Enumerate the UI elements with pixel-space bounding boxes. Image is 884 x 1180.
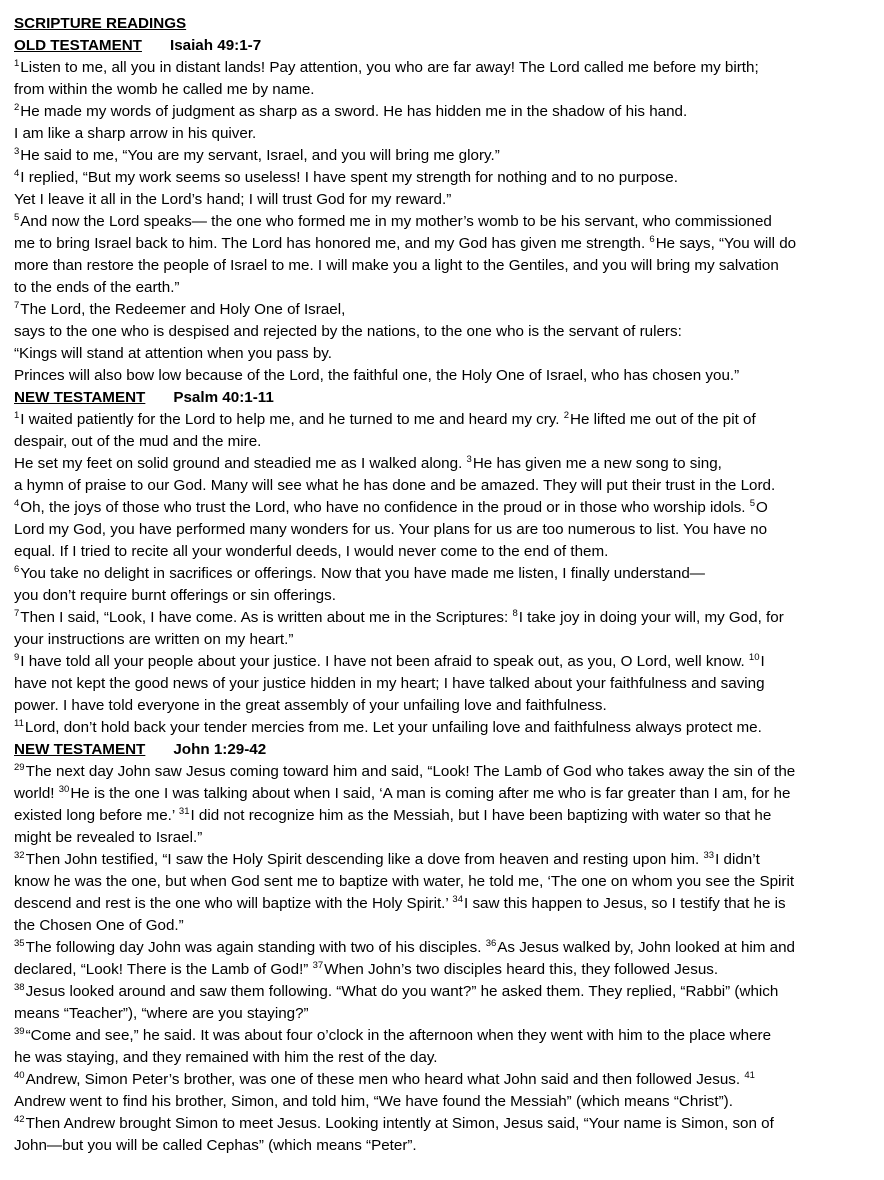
verse-text: he was staying, and they remained with him the rest of the day. (14, 1049, 438, 1066)
verse-text: Andrew went to find his brother, Simon, and told him, “We have found the Messiah” (which means “Christ”). (14, 1093, 733, 1110)
text-line (14, 607, 870, 629)
text-line (14, 959, 870, 981)
verse-number: 2 (14, 102, 20, 113)
verse-number: 9 (14, 652, 20, 663)
verse-text: He lifted me out of the pit of (570, 411, 756, 428)
text-line (14, 849, 870, 871)
verse-text: despair, out of the mud and the mire. (14, 433, 262, 450)
verse-text: your instructions are written on my heart.” (14, 631, 294, 648)
verse-number: 33 (703, 850, 715, 861)
verse-text: He says, “You will do (655, 235, 797, 252)
text-line (14, 915, 870, 937)
text-line (14, 277, 870, 299)
text-line (14, 827, 870, 849)
scripture-reference: Isaiah 49:1-7 (169, 37, 262, 54)
text-line (14, 805, 870, 827)
verse-text: I (760, 653, 765, 670)
verse-text: know he was the one, but when God sent me to baptize with water, he told me, ‘The one on whom you see the Spirit (14, 873, 795, 890)
text-line (14, 651, 870, 673)
verse-text: existed long before me.’ (14, 807, 179, 824)
testament-label: NEW TESTAMENT (14, 389, 146, 406)
text-line (14, 1091, 870, 1113)
verse-text: “Kings will stand at attention when you pass by. (14, 345, 332, 362)
text-line (14, 717, 870, 739)
verse-text: world! (14, 785, 59, 802)
verse-text: I waited patiently for the Lord to help me, and he turned to me and heard my cry. (20, 411, 564, 428)
reading-section (14, 35, 870, 387)
text-line (14, 233, 870, 255)
verse-text: As Jesus walked by, John looked at him and (497, 939, 795, 956)
verse-text: I didn’t (715, 851, 760, 868)
text-line (14, 695, 870, 717)
text-line (14, 1135, 870, 1157)
verse-number: 6 (14, 564, 20, 575)
verse-text: Then I said, “Look, I have come. As is written about me in the Scriptures: (20, 609, 513, 626)
section-heading (14, 35, 870, 57)
verse-number: 4 (14, 168, 20, 179)
verse-text: the Chosen One of God.” (14, 917, 184, 934)
text-line (14, 409, 870, 431)
verse-text: declared, “Look! There is the Lamb of God!” (14, 961, 313, 978)
verse-text: I replied, “But my work seems so useless! I have spent my strength for nothing and to no purpose. (20, 169, 678, 186)
verse-text: He said to me, “You are my servant, Israel, and you will bring me glory.” (20, 147, 500, 164)
verse-text: I have told all your people about your justice. I have not been afraid to speak out, as you, O Lord, well know. (20, 653, 749, 670)
section-heading (14, 739, 870, 761)
verse-number: 40 (14, 1070, 25, 1081)
text-line (14, 1113, 870, 1135)
scripture-reference: John 1:29-42 (173, 741, 267, 758)
testament-label: OLD TESTAMENT (14, 37, 142, 54)
text-line (14, 475, 870, 497)
verse-number: 34 (452, 894, 463, 905)
verse-text: Andrew, Simon Peter’s brother, was one of these men who heard what John said and then followed Jesus. (25, 1071, 745, 1088)
text-line (14, 211, 870, 233)
reading-section (14, 387, 870, 739)
verse-text: might be revealed to Israel.” (14, 829, 203, 846)
verse-number: 32 (14, 850, 25, 861)
section-heading (14, 387, 870, 409)
text-line (14, 145, 870, 167)
text-line (14, 893, 870, 915)
text-line (14, 563, 870, 585)
text-line (14, 299, 870, 321)
verse-text: I saw this happen to Jesus, so I testify that he is (464, 895, 786, 912)
verse-number: 11 (14, 718, 24, 729)
text-line (14, 981, 870, 1003)
verse-text: me to bring Israel back to him. The Lord has honored me, and my God has given me strength. (14, 235, 650, 252)
verse-number: 7 (14, 608, 20, 619)
verse-text: says to the one who is despised and rejected by the nations, to the one who is the servant of rulers: (14, 323, 682, 340)
verse-text: I did not recognize him as the Messiah, but I have been baptizing with water so that he (190, 807, 772, 824)
verse-number: 36 (485, 938, 497, 949)
text-line (14, 1025, 870, 1047)
text-line (14, 255, 870, 277)
verse-text: Then Andrew brought Simon to meet Jesus. Looking intently at Simon, Jesus said, “Your name is Simon, son of (25, 1115, 774, 1132)
text-line (14, 167, 870, 189)
verse-number: 5 (749, 498, 756, 509)
text-line (14, 541, 870, 563)
verse-number: 41 (744, 1070, 755, 1081)
verse-text: O (756, 499, 768, 516)
verse-text: Listen to me, all you in distant lands! Pay attention, you who are far away! The Lord called me before my birth; (20, 59, 759, 76)
verse-number: 1 (14, 58, 20, 69)
verse-number: 1 (14, 410, 20, 421)
verse-text: The following day John was again standing with two of his disciples. (25, 939, 486, 956)
verse-text: And now the Lord speaks— the one who formed me in my mother’s womb to be his servant, who commissioned (20, 213, 772, 230)
text-line (14, 783, 870, 805)
text-line (14, 1003, 870, 1025)
verse-number: 37 (312, 960, 324, 971)
verse-text: have not kept the good news of your justice hidden in my heart; I have talked about your faithfulness and saving (14, 675, 765, 692)
readings-container (14, 35, 870, 1157)
verse-text: John—but you will be called Cephas” (which means “Peter”. (14, 1137, 417, 1154)
testament-label: NEW TESTAMENT (14, 741, 146, 758)
text-line (14, 629, 870, 651)
verse-text: power. I have told everyone in the great assembly of your unfailing love and faithfulness. (14, 697, 607, 714)
verse-text: Jesus looked around and saw them following. “What do you want?” he asked them. They replied, “Rabbi” (which (25, 983, 779, 1000)
verse-text: He set my feet on solid ground and steadied me as I walked along. (14, 455, 467, 472)
verse-text: to the ends of the earth.” (14, 279, 180, 296)
text-line (14, 365, 870, 387)
verse-text: The Lord, the Redeemer and Holy One of Israel, (20, 301, 346, 318)
verse-text: When John’s two disciples heard this, they followed Jesus. (324, 961, 719, 978)
text-line (14, 519, 870, 541)
text-line (14, 431, 870, 453)
verse-number: 10 (748, 652, 760, 663)
verse-text: from within the womb he called me by name. (14, 81, 315, 98)
verse-number: 3 (14, 146, 20, 157)
text-line (14, 871, 870, 893)
verse-text: equal. If I tried to recite all your wonderful deeds, I would never come to the end of them. (14, 543, 609, 560)
document-title: SCRIPTURE READINGS (14, 15, 187, 32)
verse-text: you don’t require burnt offerings or sin offerings. (14, 587, 336, 604)
verse-text: means “Teacher”), “where are you staying?” (14, 1005, 309, 1022)
verse-number: 29 (14, 762, 25, 773)
verse-text: Princes will also bow low because of the Lord, the faithful one, the Holy One of Israel, who has chosen you.” (14, 367, 740, 384)
text-line (14, 123, 870, 145)
text-line (14, 101, 870, 123)
text-line (14, 761, 870, 783)
verse-number: 3 (466, 454, 472, 465)
verse-text: Lord, don’t hold back your tender mercies from me. Let your unfailing love and faithfulness always protect me. (24, 719, 762, 736)
verse-number: 31 (178, 806, 190, 817)
verse-text: descend and rest is the one who will baptize with the Holy Spirit.’ (14, 895, 453, 912)
verse-text: He is the one I was talking about when I said, ‘A man is coming after me who is far greater than I am, for he (70, 785, 791, 802)
verse-number: 39 (14, 1026, 25, 1037)
reading-section (14, 739, 870, 1157)
verse-number: 5 (14, 212, 20, 223)
verse-text: You take no delight in sacrifices or offerings. Now that you have made me listen, I finally understand— (20, 565, 705, 582)
text-line (14, 1069, 870, 1091)
verse-text: He has given me a new song to sing, (472, 455, 722, 472)
verse-text: The next day John saw Jesus coming toward him and said, “Look! The Lamb of God who takes away the sin of the (25, 763, 796, 780)
verse-number: 4 (14, 498, 20, 509)
text-line (14, 937, 870, 959)
verse-text: I am like a sharp arrow in his quiver. (14, 125, 257, 142)
verse-number: 8 (512, 608, 518, 619)
text-line (14, 1047, 870, 1069)
verse-number: 42 (14, 1114, 25, 1125)
text-line (14, 57, 870, 79)
verse-number: 7 (14, 300, 20, 311)
text-line (14, 79, 870, 101)
verse-text: “Come and see,” he said. It was about four o’clock in the afternoon when they went with him to the place where (25, 1027, 772, 1044)
verse-text: He made my words of judgment as sharp as a sword. He has hidden me in the shadow of his hand. (20, 103, 688, 120)
verse-text: I take joy in doing your will, my God, for (518, 609, 784, 626)
verse-text: Lord my God, you have performed many wonders for us. Your plans for us are too numerous to list. You have no (14, 521, 768, 538)
verse-number: 35 (14, 938, 25, 949)
verse-number: 30 (58, 784, 70, 795)
text-line (14, 585, 870, 607)
verse-text: more than restore the people of Israel to me. I will make you a light to the Gentiles, and you will bring my salvation (14, 257, 779, 274)
text-line (14, 673, 870, 695)
verse-text: Oh, the joys of those who trust the Lord, who have no confidence in the proud or in those who worship idols. (20, 499, 750, 516)
scripture-reference: Psalm 40:1-11 (173, 389, 274, 406)
verse-number: 6 (649, 234, 655, 245)
text-line (14, 497, 870, 519)
verse-number: 2 (563, 410, 569, 421)
text-line (14, 189, 870, 211)
verse-text: Yet I leave it all in the Lord’s hand; I will trust God for my reward.” (14, 191, 452, 208)
text-line (14, 453, 870, 475)
verse-text: Then John testified, “I saw the Holy Spirit descending like a dove from heaven and resting upon him. (25, 851, 704, 868)
verse-text: a hymn of praise to our God. Many will see what he has done and be amazed. They will put their trust in the Lord. (14, 477, 776, 494)
verse-number: 38 (14, 982, 25, 993)
text-line (14, 321, 870, 343)
text-line (14, 343, 870, 365)
